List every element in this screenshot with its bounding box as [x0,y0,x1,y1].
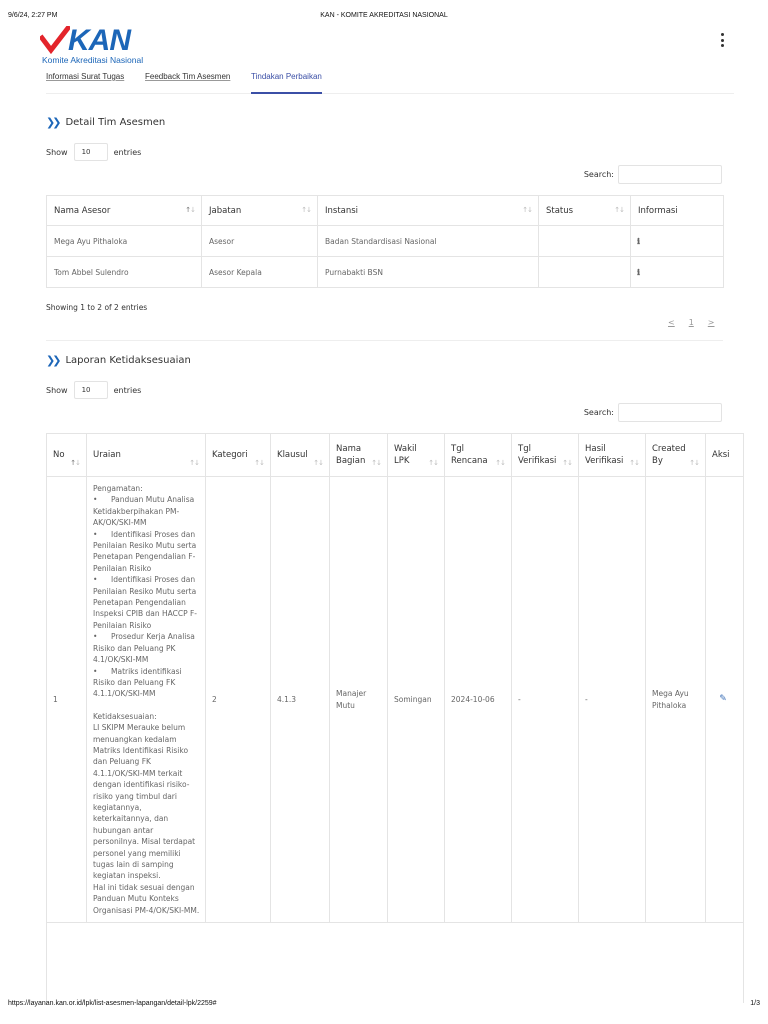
tab-feedback-tim-asesmen[interactable]: Feedback Tim Asesmen [145,72,231,81]
search-input[interactable] [618,403,722,422]
pagination [668,318,715,327]
column-header-wakil-lpk[interactable]: Wakil LPK ↑↓ [388,434,445,477]
kan-logo[interactable] [40,26,150,66]
info-icon[interactable]: ℹ [637,236,641,246]
sort-icon: ↑↓ [495,459,505,467]
entries-label: entries [113,385,142,395]
search-label: Search: [583,408,614,417]
column-header-informasi: Informasi [631,196,724,226]
sort-icon: ↑↓ [189,459,199,467]
entries-length-control [46,381,141,399]
ketidaksesuaian-label: Ketidaksesuaian: [93,711,157,721]
entries-length-control [46,143,141,161]
sort-icon: ↑↓ [185,206,195,214]
cell-kategori: 2 [206,477,271,923]
cell-tgl-verifikasi: - [512,477,579,923]
more-menu-icon[interactable] [715,32,729,48]
cell-wakil-lpk: Somingan [388,477,445,923]
double-chevron-right-icon: ❯❯ [46,354,59,367]
entries-select[interactable]: 10 [74,381,108,399]
sort-icon: ↑↓ [522,206,532,214]
cell-informasi [631,257,724,288]
sort-icon: ↑↓ [689,459,699,467]
cell-hasil-verifikasi: - [579,477,646,923]
pengamatan-item: • Identifikasi Proses dan Penilaian Resiko Mutu serta Penetapan Pengendalian Inspeksi CPIB dan HACCP F-Penilaian Risiko [93,574,200,631]
pengamatan-item: • Matriks identifikasi Risiko dan Peluang FK 4.1.1/OK/SKI-MM [93,666,200,700]
edit-pencil-icon[interactable]: ✎ [719,694,727,705]
cell-aksi [706,477,744,923]
sort-icon: ↑↓ [629,459,639,467]
pengamatan-item: • Prosedur Kerja Analisa Risiko dan Peluang PK 4.1/OK/SKI-MM [93,631,200,665]
logo-subtitle: Komite Akreditasi Nasional [42,55,144,65]
column-header-tgl-verifikasi[interactable]: Tgl Verifikasi ↑↓ [512,434,579,477]
search-input[interactable] [618,165,722,184]
print-page-title: KAN - KOMITE AKREDITASI NASIONAL [320,12,448,19]
section-detail-tim-asesmen [46,116,165,129]
sort-icon: ↑↓ [70,459,80,467]
column-header-nama-asesor[interactable]: Nama Asesor ↑↓ [47,196,202,226]
show-label: Show [46,147,68,157]
table-row [47,477,744,923]
ketidaksesuaian-text: LI SKIPM Merauke belum menuangkan kedalam Matriks Identifikasi Risiko dan Peluang FK 4.1.1/OK/SKI-MM terkait dengan identifikasi risiko-risiko yang timbul dari kegiatannya, keterkaitannya, dan hubungan antar personilnya. Misal terdapat personel yang memiliki tugas lain di samping kegiatan inspeksi. [93,723,196,881]
sort-icon: ↑↓ [614,206,624,214]
show-label: Show [46,385,68,395]
pagination-next[interactable]: > [707,318,715,327]
entries-label: entries [113,147,142,157]
table-row [47,257,724,288]
entries-select[interactable]: 10 [74,143,108,161]
cell-tgl-rencana: 2024-10-06 [445,477,512,923]
double-chevron-right-icon: ❯❯ [46,116,59,129]
sort-icon: ↑↓ [254,459,264,467]
print-timestamp: 9/6/24, 2:27 PM [8,12,58,19]
cell-informasi [631,226,724,257]
section-title: Detail Tim Asesmen [65,117,166,128]
cell-uraian [87,477,206,923]
cell-status [539,257,631,288]
laporan-table [46,433,744,1003]
table-row-empty [47,923,744,1003]
column-header-created-by[interactable]: Created By ↑↓ [646,434,706,477]
table-row [47,226,724,257]
column-header-instansi[interactable]: Instansi ↑↓ [318,196,539,226]
cell-no: 1 [47,477,87,923]
section-laporan-ketidaksesuaian [46,354,191,367]
column-header-jabatan[interactable]: Jabatan ↑↓ [202,196,318,226]
print-footer [8,1000,760,1010]
column-header-nama-bagian[interactable]: Nama Bagian ↑↓ [330,434,388,477]
cell-klausul: 4.1.3 [271,477,330,923]
sort-icon: ↑↓ [313,459,323,467]
logo-text: KAN [68,24,130,57]
column-header-no[interactable]: No ↑↓ [47,434,87,477]
column-header-kategori[interactable]: Kategori ↑↓ [206,434,271,477]
column-header-hasil-verifikasi[interactable]: Hasil Verifikasi ↑↓ [579,434,646,477]
cell-jabatan: Asesor Kepala [202,257,318,288]
tim-asesmen-table [46,195,724,288]
tab-tindakan-perbaikan[interactable]: Tindakan Perbaikan [251,72,322,94]
column-header-status[interactable]: Status ↑↓ [539,196,631,226]
column-header-uraian[interactable]: Uraian ↑↓ [87,434,206,477]
pengamatan-label: Pengamatan: [93,484,143,493]
column-header-aksi: Aksi [706,434,744,477]
sort-icon: ↑↓ [428,459,438,467]
info-icon[interactable]: ℹ [637,267,641,277]
cell-nama: Tom Abbel Sulendro [47,257,202,288]
cell-nama-bagian: Manajer Mutu [330,477,388,923]
section-divider [46,340,723,341]
print-page-number: 1/3 [750,1000,760,1007]
hal-text: Hal ini tidak sesuai dengan Panduan Mutu Konteks Organisasi PM-4/OK/SKI-MM. [93,882,200,915]
section-title: Laporan Ketidaksesuaian [65,355,191,366]
print-url: https://layanan.kan.or.id/lpk/list-asesmen-lapangan/detail-lpk/2259# [8,1000,217,1007]
column-header-klausul[interactable]: Klausul ↑↓ [271,434,330,477]
column-header-tgl-rencana[interactable]: Tgl Rencana ↑↓ [445,434,512,477]
sort-icon: ↑↓ [371,459,381,467]
table-search [584,165,722,184]
tab-bar [46,70,734,94]
pengamatan-item: • Panduan Mutu Analisa Ketidakberpihakan PM-AK/OK/SKI-MM [93,494,200,528]
pagination-page[interactable]: 1 [688,318,694,327]
cell-status [539,226,631,257]
cell-jabatan: Asesor [202,226,318,257]
table-search [584,403,722,422]
search-label: Search: [583,170,614,179]
pagination-prev[interactable]: < [668,318,675,327]
cell-nama: Mega Ayu Pithaloka [47,226,202,257]
print-header [8,12,760,22]
cell-instansi: Badan Standardisasi Nasional [318,226,539,257]
tab-informasi-surat-tugas[interactable]: Informasi Surat Tugas [46,72,125,81]
cell-instansi: Purnabakti BSN [318,257,539,288]
cell-created-by: Mega Ayu Pithaloka [646,477,706,923]
pengamatan-item: • Identifikasi Proses dan Penilaian Resiko Mutu serta Penetapan Pengendalian F-Penilaian Risiko [93,529,200,575]
sort-icon: ↑↓ [301,206,311,214]
table-info: Showing 1 to 2 of 2 entries [46,303,148,312]
sort-icon: ↑↓ [562,459,572,467]
check-mark-icon [40,26,70,54]
